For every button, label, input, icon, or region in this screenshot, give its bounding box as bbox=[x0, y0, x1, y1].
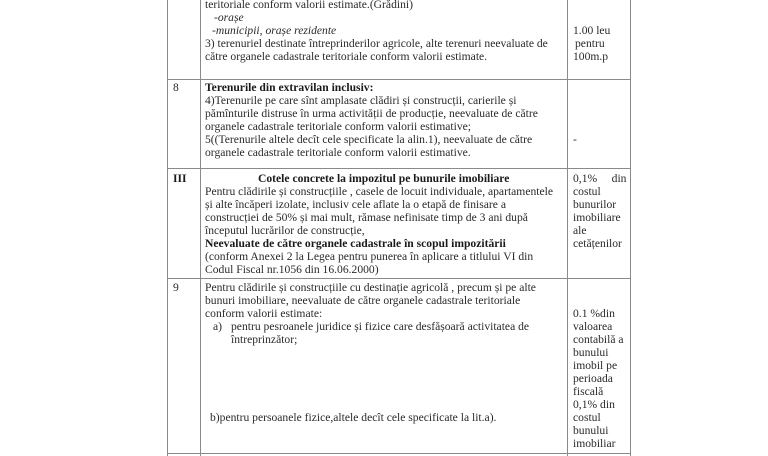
row-text-line: teritoriale conform valorii estimate.(Grădini) bbox=[205, 0, 413, 11]
rate-text: imobil pe bbox=[573, 359, 618, 372]
row-text-line: Pentru clădirile și construcțiile , casele de locuit individuale, apartamentele bbox=[205, 185, 554, 198]
rate-text: bunurilor bbox=[573, 198, 617, 211]
rate-text: 100m.p bbox=[573, 50, 609, 63]
table-border-right bbox=[630, 0, 631, 456]
row-number: III bbox=[173, 172, 187, 185]
row-text-line: (conform Anexei 2 la Legea pentru punerea în aplicare a titlului VI din bbox=[205, 250, 534, 263]
rate-text: fiscală bbox=[573, 385, 604, 398]
row-text-line: organele cadastrale teritoriale conform valorii estimative; bbox=[205, 120, 472, 133]
rate-text: costul bbox=[573, 411, 601, 424]
row-text-line: -orașe bbox=[214, 11, 244, 24]
row-number: 9 bbox=[173, 281, 179, 294]
rate-text: bunului bbox=[573, 424, 609, 437]
list-item-b: b)pentru persoanele fizice,altele decît cele specificate la lit.a). bbox=[210, 411, 497, 424]
row-divider bbox=[167, 453, 631, 454]
table-border-left bbox=[167, 0, 168, 456]
row-heading: Cotele concrete la impozitul pe bunurile imobiliare bbox=[258, 172, 510, 185]
rate-text: bunului bbox=[573, 346, 609, 359]
row-text-line: Codul Fiscal nr.1056 din 16.06.2000) bbox=[205, 263, 379, 276]
rate-text: 1.00 leu bbox=[573, 24, 611, 37]
row-text-line: 3) terenuriel destinate întreprinderilor agricole, alte terenuri neevaluate de bbox=[205, 37, 548, 50]
rate-text: costul bbox=[573, 185, 601, 198]
row-text-line: organele cadastrale teritoriale conform valorii estimative. bbox=[205, 146, 471, 159]
rate-text: perioada bbox=[573, 372, 613, 385]
column-divider-number bbox=[200, 0, 201, 456]
row-text-line: și alte încăperi izolate, inclusiv cele aflate la o etapă de finisare a bbox=[205, 198, 506, 211]
row-text-line: începutul lucrărilor de construcție, bbox=[205, 224, 365, 237]
row-text-line: pămînturile distruse în urma activității de producție, neevaluate de către bbox=[205, 107, 538, 120]
list-marker-a: a) bbox=[213, 320, 223, 333]
list-item-a-line: întreprinzător; bbox=[231, 333, 298, 346]
rate-text: 0,1% din bbox=[573, 398, 615, 411]
row-text-line: conform valorii estimate: bbox=[205, 307, 323, 320]
row-text-line: 4)Terenurile pe care sînt amplasate clădiri și construcții, carierile și bbox=[205, 94, 517, 107]
row-divider bbox=[167, 79, 631, 80]
list-item-a-line: pentru pesroanele juridice și fizice care desfășoară activitatea de bbox=[231, 320, 530, 333]
rate-text: valoarea bbox=[573, 320, 613, 333]
row-number: 8 bbox=[173, 81, 179, 94]
row-text-line: -municipii, orașe rezidente bbox=[212, 24, 337, 37]
row-text-line: către organele cadastrale teritoriale conform valorii estimate. bbox=[205, 50, 488, 63]
rate-text: 0,1% din bbox=[573, 172, 627, 185]
row-subheading: Neevaluate de către organele cadastrale în scopul impozitării bbox=[205, 237, 506, 250]
row-text-line: construcției de 50% și mai mult, rămase nefinisate timp de 3 ani după bbox=[205, 211, 528, 224]
rate-text: ale bbox=[573, 224, 587, 237]
rate-text: contabilă a bbox=[573, 333, 624, 346]
rate-text: imobiliar bbox=[573, 437, 616, 450]
row-text-line: bunuri imobiliare, neevaluate de către organele cadastrale teritoriale bbox=[205, 294, 521, 307]
column-divider-rate bbox=[567, 0, 568, 456]
row-divider bbox=[167, 278, 631, 279]
row-heading: Terenurile din extravilan inclusiv: bbox=[205, 81, 374, 94]
row-text-line: 5((Terenurile altele decît cele specificate la alin.1), neevaluate de către bbox=[205, 133, 533, 146]
row-divider bbox=[167, 168, 631, 169]
rate-text: pentru bbox=[575, 37, 605, 50]
rate-text: cetățenilor bbox=[573, 237, 622, 250]
row-text-line: Pentru clădirile și construcțiile cu destinație agricolă , precum și pe alte bbox=[205, 281, 536, 294]
rate-text: 0.1 %din bbox=[573, 307, 615, 320]
rate-text: - bbox=[573, 133, 577, 146]
rate-text: imobiliare bbox=[573, 211, 621, 224]
